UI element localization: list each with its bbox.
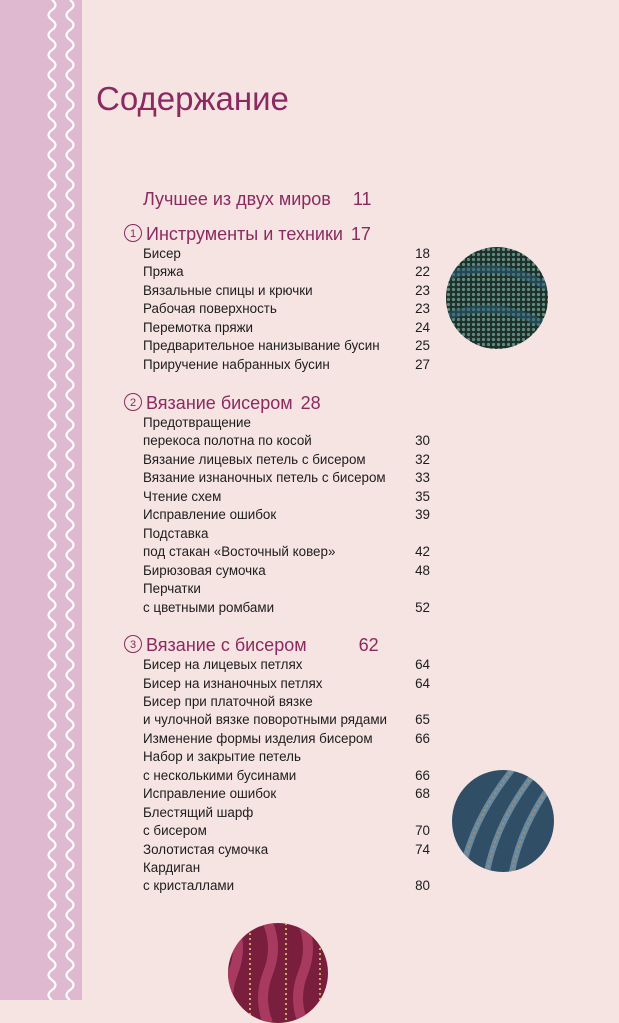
intro-heading[interactable] [143,187,443,211]
toc-entry[interactable] [143,451,430,469]
toc-entry-page: 65 [415,712,430,728]
page-title: Содержание [96,80,289,117]
toc-entry[interactable] [143,748,430,766]
toc-entry[interactable] [143,356,430,374]
toc-entry-page: 70 [415,823,430,838]
toc-entry-page: 64 [415,675,430,691]
toc-entry-page: 39 [415,507,430,523]
toc-entry-text: Предотвращение [143,415,251,430]
toc-entry-text: Перемотка пряжи [143,319,254,335]
toc-entry[interactable] [143,337,430,355]
toc-entry-page: 52 [415,599,430,615]
toc-entry-text: Пряжа [143,264,184,280]
toc-entry[interactable] [143,414,430,432]
toc-entry-text: Кардиган [143,860,201,875]
section-title: Вязание бисером [146,393,293,413]
toc-entry[interactable] [143,506,430,524]
toc-entry-text: Исправление ошибок [143,507,277,523]
intro-page: 11 [352,189,372,209]
toc-entry-page: 25 [415,338,430,354]
toc-entry[interactable] [143,841,430,859]
toc-entry-text: Приручение набранных бусин [143,356,330,372]
toc-entry[interactable] [143,432,430,450]
toc-entry-text: Предварительное нанизывание бусин [143,338,380,354]
toc-entry[interactable] [143,711,430,729]
toc-entry-page: 33 [415,470,430,486]
toc-entry-text: Исправление ошибок [143,786,277,802]
knit-photo-blue [452,770,554,872]
section-number-badge: 1 [124,224,142,242]
section-title: Инструменты и техники [146,224,343,244]
toc-entry[interactable] [143,319,430,337]
toc-entry-page: 48 [415,562,430,578]
toc-entry-text: Подставка [143,525,209,541]
toc-entry[interactable] [143,804,430,822]
toc-entry-text: Вязальные спицы и крючки [143,282,313,298]
section-number-badge: 2 [124,393,142,411]
toc-entry-text: под стакан «Восточный ковер» [143,544,336,560]
toc-entry-text: с бисером [143,823,207,838]
toc-entry[interactable] [143,730,430,748]
toc-entry-page: 66 [415,730,430,746]
toc-entry-text: Бисер на лицевых петлях [143,657,303,672]
toc-entry-text: Вязание изнаночных петель с бисером [143,470,386,486]
knit-photo-burgundy [228,923,328,1023]
toc-entry-page: 18 [415,246,430,261]
section-heading-1[interactable] [124,222,424,246]
toc-entry[interactable] [143,599,430,617]
toc-entry-text: Набор и закрытие петель [143,749,301,765]
toc-entry-text: с несколькими бусинами [143,767,297,783]
toc-entry-page: 68 [415,786,430,802]
toc-entry[interactable] [143,245,430,263]
section-page: 28 [300,393,321,413]
toc-entry-text: Бирюзовая сумочка [143,562,266,578]
toc-entry-text: с цветными ромбами [143,599,275,615]
toc-entry-text: с кристаллами [143,878,235,894]
section-heading-3[interactable] [124,633,424,657]
section-title: Вязание с бисером [146,635,307,655]
toc-entry-page: 22 [415,264,430,280]
toc-entry[interactable] [143,300,430,318]
toc-entry-page: 64 [415,657,430,672]
toc-entry[interactable] [143,675,430,693]
toc-entry-text: Блестящий шарф [143,804,254,820]
toc-entry-text: Бисер [143,246,181,261]
toc-entry[interactable] [143,525,430,543]
toc-entry[interactable] [143,562,430,580]
section-page: 62 [358,635,379,655]
toc-entry[interactable] [143,859,430,877]
beads-photo-green [446,247,548,349]
intro-label: Лучшее из двух миров [143,189,331,209]
toc-entry-text: и чулочной вязке поворотными рядами [143,712,388,728]
toc-entry-page: 30 [415,433,430,449]
toc-entry-page: 80 [415,878,430,894]
toc-entry-text: Рабочая поверхность [143,301,277,317]
toc-entry[interactable] [143,488,430,506]
toc-entry[interactable] [143,693,430,711]
toc-entry-page: 23 [415,282,430,298]
toc-entry[interactable] [143,282,430,300]
toc-entry-text: перекоса полотна по косой [143,433,312,449]
toc-entry[interactable] [143,263,430,281]
toc-entry-text: Изменение формы изделия бисером [143,730,373,746]
section-number-badge: 3 [124,635,142,653]
toc-entry[interactable] [143,822,430,840]
toc-entry-page: 66 [415,767,430,783]
toc-entry-page: 32 [415,451,430,467]
toc-entry-text: Бисер при платочной вязке [143,693,313,709]
toc-entry[interactable] [143,580,430,598]
toc-entry-page: 42 [415,544,430,560]
section-page: 17 [350,224,371,244]
toc-entry-text: Чтение схем [143,488,222,504]
toc-entry-text: Золотистая сумочка [143,841,269,857]
toc-entry-page: 74 [415,841,430,857]
toc-entry-text: Бисер на изнаночных петлях [143,675,323,691]
toc-entry-page: 35 [415,488,430,504]
toc-entry[interactable] [143,543,430,561]
toc-entry-page: 24 [415,319,430,335]
section-heading-2[interactable] [124,391,424,415]
toc-entry-text: Перчатки [143,581,201,596]
toc-entry[interactable] [143,469,430,487]
toc-entry[interactable] [143,767,430,785]
toc-entry[interactable] [143,656,430,674]
toc-entry-text: Вязание лицевых петель с бисером [143,451,366,467]
toc-entry-page: 23 [415,301,430,317]
toc-entry[interactable] [143,877,430,895]
toc-entry-page: 27 [415,356,430,372]
toc-entry[interactable] [143,785,430,803]
